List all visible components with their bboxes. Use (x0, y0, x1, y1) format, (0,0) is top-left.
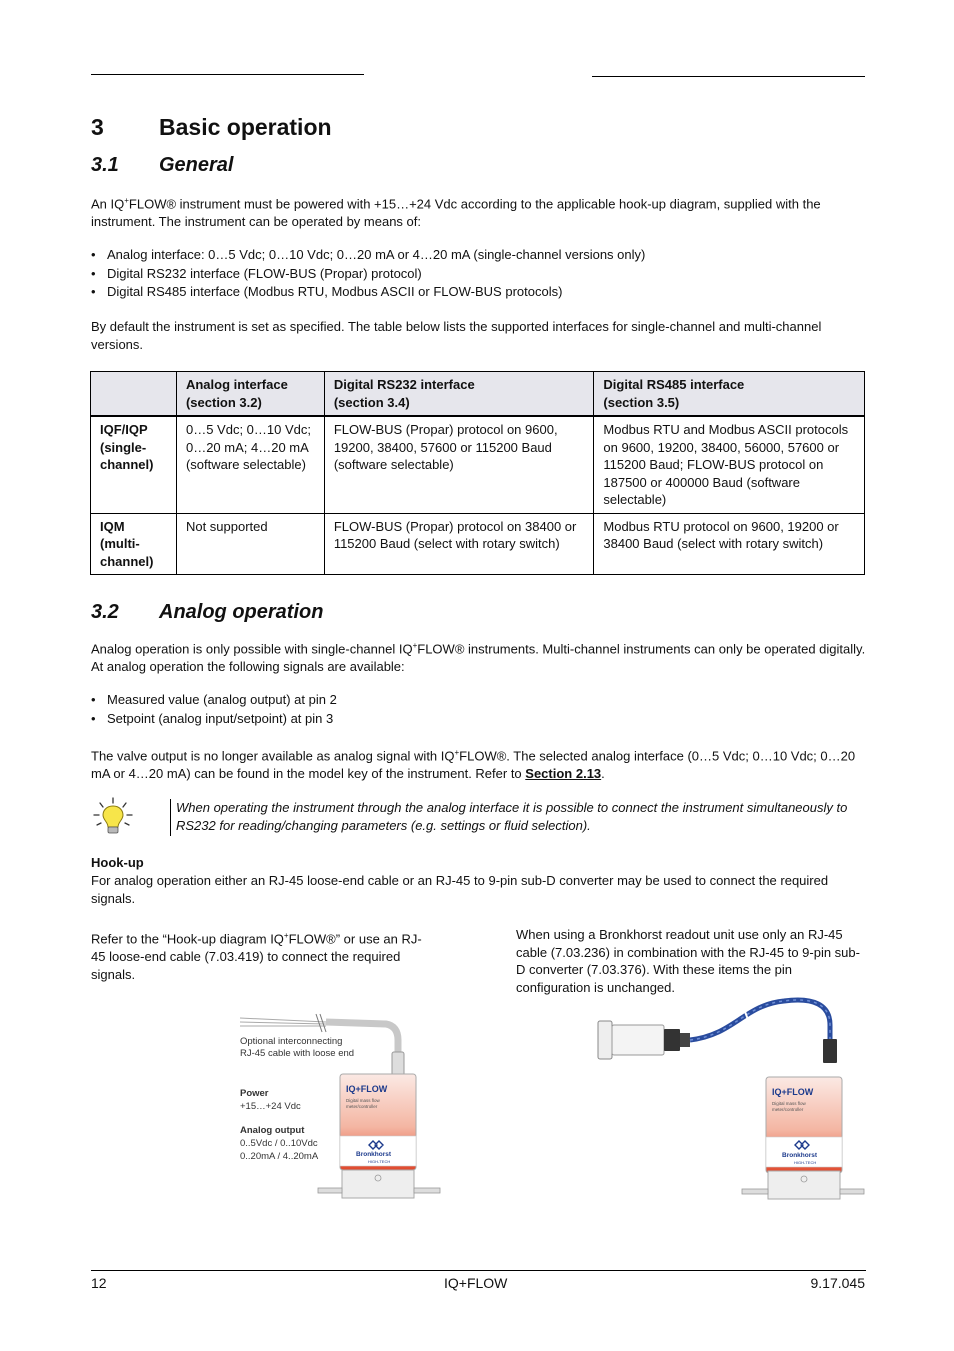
hookup-right-text: When using a Bronkhorst readout unit use only an RJ-45 cable (7.03.236) in combination with the RJ-45 to 9-pin sub-D converter (7.03.376). With these items the pin configuration is unchanged. (516, 927, 860, 995)
device-sub-1: Digital mass flow (346, 1098, 380, 1103)
table-cell: Modbus RTU and Modbus ASCII protocols on 9600, 19200, 38400, 56000, 57600 or 115200 Baud; FLOW-BUS protocol on 187500 or 400000 Baud (software selectable) (594, 416, 865, 513)
table-header-row (91, 372, 865, 417)
hookup-paragraph: For analog operation either an RJ-45 loose-end cable or an RJ-45 to 9-pin sub-D converter may be used to connect the required signals. (91, 873, 829, 906)
table-cell: FLOW-BUS (Propar) protocol on 38400 or 115200 Baud (select with rotary switch) (324, 513, 594, 575)
table-header-analog: Analog interface (section 3.2) (176, 372, 324, 417)
table-header-rs232: Digital RS232 interface (section 3.4) (324, 372, 594, 417)
list-item: • Setpoint (analog input/setpoint) at pin 3 (91, 710, 337, 729)
table-cell: 0…5 Vdc; 0…10 Vdc; 0…20 mA; 4…20 mA (software selectable) (176, 416, 324, 513)
output-value-1: 0..5Vdc / 0..10Vdc (240, 1138, 318, 1149)
section-number: 3.2 (91, 601, 119, 623)
page-number: 12 (91, 1275, 107, 1291)
section-link[interactable]: Section 2.13 (525, 766, 602, 782)
chapter-title: Basic operation (159, 114, 332, 140)
device-sub-2: meter/controller (772, 1107, 804, 1112)
signal-list (91, 691, 337, 728)
maker-sub: HIGH-TECH (368, 1159, 391, 1164)
chapter-number: 3 (91, 114, 104, 140)
chapter-heading (91, 114, 332, 141)
device-sub-2: meter/controller (346, 1104, 378, 1109)
table-row-label: IQF/IQP (single-channel) (91, 416, 177, 513)
table-cell: Not supported (176, 513, 324, 575)
footer-rule (91, 1270, 866, 1271)
section-heading-general (91, 154, 233, 177)
power-value: +15…+24 Vdc (240, 1101, 301, 1112)
output-value-2: 0..20mA / 4..20mA (240, 1151, 319, 1162)
table-row (91, 513, 865, 575)
hookup-left-text: Refer to the “Hook-up diagram IQ+FLOW®” or use an RJ-45 loose-end cable (7.03.419) to connect the required signals. (91, 931, 422, 983)
list-item: • Analog interface: 0…5 Vdc; 0…10 Vdc; 0…20 mA or 4…20 mA (single-channel versions only) (91, 246, 645, 265)
output-title: Analog output (240, 1125, 305, 1136)
maker-name: Bronkhorst (782, 1152, 818, 1159)
maker-name: Bronkhorst (356, 1151, 392, 1158)
list-item: • Digital RS232 interface (FLOW-BUS (Propar) protocol) (91, 265, 645, 284)
list-item: • Digital RS485 interface (Modbus RTU, Modbus ASCII or FLOW-BUS protocols) (91, 283, 645, 302)
table-row (91, 416, 865, 513)
section-heading-analog (91, 601, 323, 624)
note-divider (170, 799, 171, 836)
table-cell: Modbus RTU protocol on 9600, 19200 or 38400 Baud (select with rotary switch) (594, 513, 865, 575)
section-title: Analog operation (159, 601, 324, 623)
device-brand: IQ+FLOW (346, 1084, 388, 1094)
device-brand: IQ+FLOW (772, 1087, 814, 1097)
header-rule-right (592, 76, 865, 77)
list-item: • Measured value (analog output) at pin 2 (91, 691, 337, 710)
analog-paragraph-1: Analog operation is only possible with single-channel IQ+FLOW® instruments. Multi-channel instruments can only be operated digitally. At analog operation the following signals are available: (91, 641, 866, 675)
table-header-rs485: Digital RS485 interface (section 3.5) (594, 372, 865, 417)
section-title: General (159, 154, 234, 176)
device-sub-1: Digital mass flow (772, 1101, 806, 1106)
hookup-figure-subd-converter (594, 995, 866, 1203)
analog-paragraph-2: The valve output is no longer available as analog signal with IQ+FLOW®. The selected analog interface (0…5 Vdc; 0…10 Vdc; 0…20 mA or 4…20 mA) can be found in the model key of the instrument. Refer to Section 2.13. (91, 748, 856, 782)
power-title: Power (240, 1088, 269, 1099)
hookup-figure-loose-end (236, 1010, 444, 1204)
general-paragraph-2: By default the instrument is set as specified. The table below lists the supported interfaces for single-channel and multi-channel versions. (91, 319, 822, 352)
tip-note: When operating the instrument through the analog interface it is possible to connect the instrument simultaneously to RS232 for reading/changing parameters (e.g. settings or fluid selection). (176, 800, 848, 833)
lightbulb-icon (92, 797, 134, 837)
table-header-empty (91, 372, 177, 417)
maker-sub: HIGH-TECH (794, 1160, 817, 1165)
interface-table (90, 371, 865, 575)
footer-product: IQ+FLOW (444, 1275, 508, 1291)
cable-label-1: Optional interconnecting (240, 1036, 343, 1047)
footer-doc-number: 9.17.045 (810, 1275, 865, 1291)
header-rule-left (91, 74, 364, 75)
table-cell: FLOW-BUS (Propar) protocol on 9600, 19200, 38400, 57600 or 115200 Baud (software selectable) (324, 416, 594, 513)
section-number: 3.1 (91, 154, 119, 176)
interface-list (91, 246, 645, 302)
table-row-label: IQM (multi-channel) (91, 513, 177, 575)
hookup-title: Hook-up (91, 855, 144, 870)
general-paragraph-1: An IQ+FLOW® instrument must be powered with +15…+24 Vdc according to the applicable hook-up diagram, supplied with the instrument. The instrument can be operated by means of: (91, 196, 821, 230)
cable-label-2: RJ-45 cable with loose end (240, 1048, 355, 1059)
